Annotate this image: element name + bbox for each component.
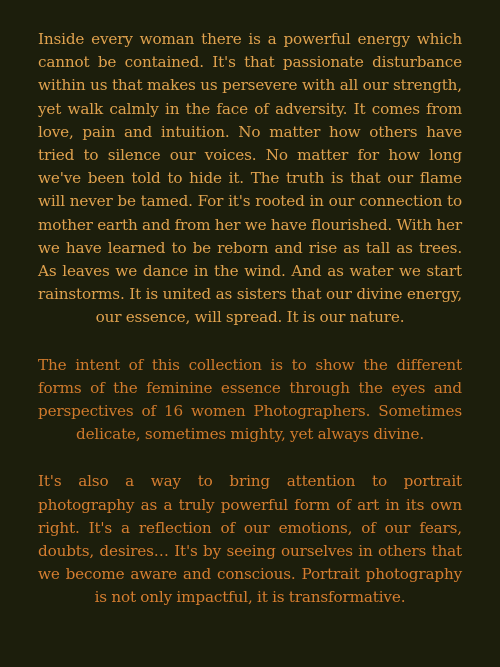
paragraph-collection-intent: The intent of this collection is to show the different forms of the feminine essence through the eyes and perspectives of 16 women Photographers. Sometimes delicate, sometimes mighty, yet always divine.: [38, 355, 462, 444]
paragraph-intro: Inside every woman there is a powerful energy which cannot be contained. It's that passionate disturbance within us that makes us persevere with all our strength, yet walk calmly in the face of adversity. It comes from love, pain and intuition. No matter how others have tried to silence our voices. No matter for how long we've been told to hide it. The truth is that our flame will never be tamed. For it's rooted in our connection to mother earth and from her we have flourished. With her we have learned to be reborn and rise as tall as trees. As leaves we dance in the wind. And as water we start rainstorms. It is united as sisters that our divine energy, our essence, will spread. It is our nature.: [38, 30, 462, 327]
paragraph-portrait-photography: It's also a way to bring attention to portrait photography as a truly powerful form of art in its own right. It's a reflection of our emotions, of our fears, doubts, desires… It's by seeing ourselves in others that we become aware and conscious. Portrait photography is not only impactful, it is transformative.: [38, 472, 462, 607]
